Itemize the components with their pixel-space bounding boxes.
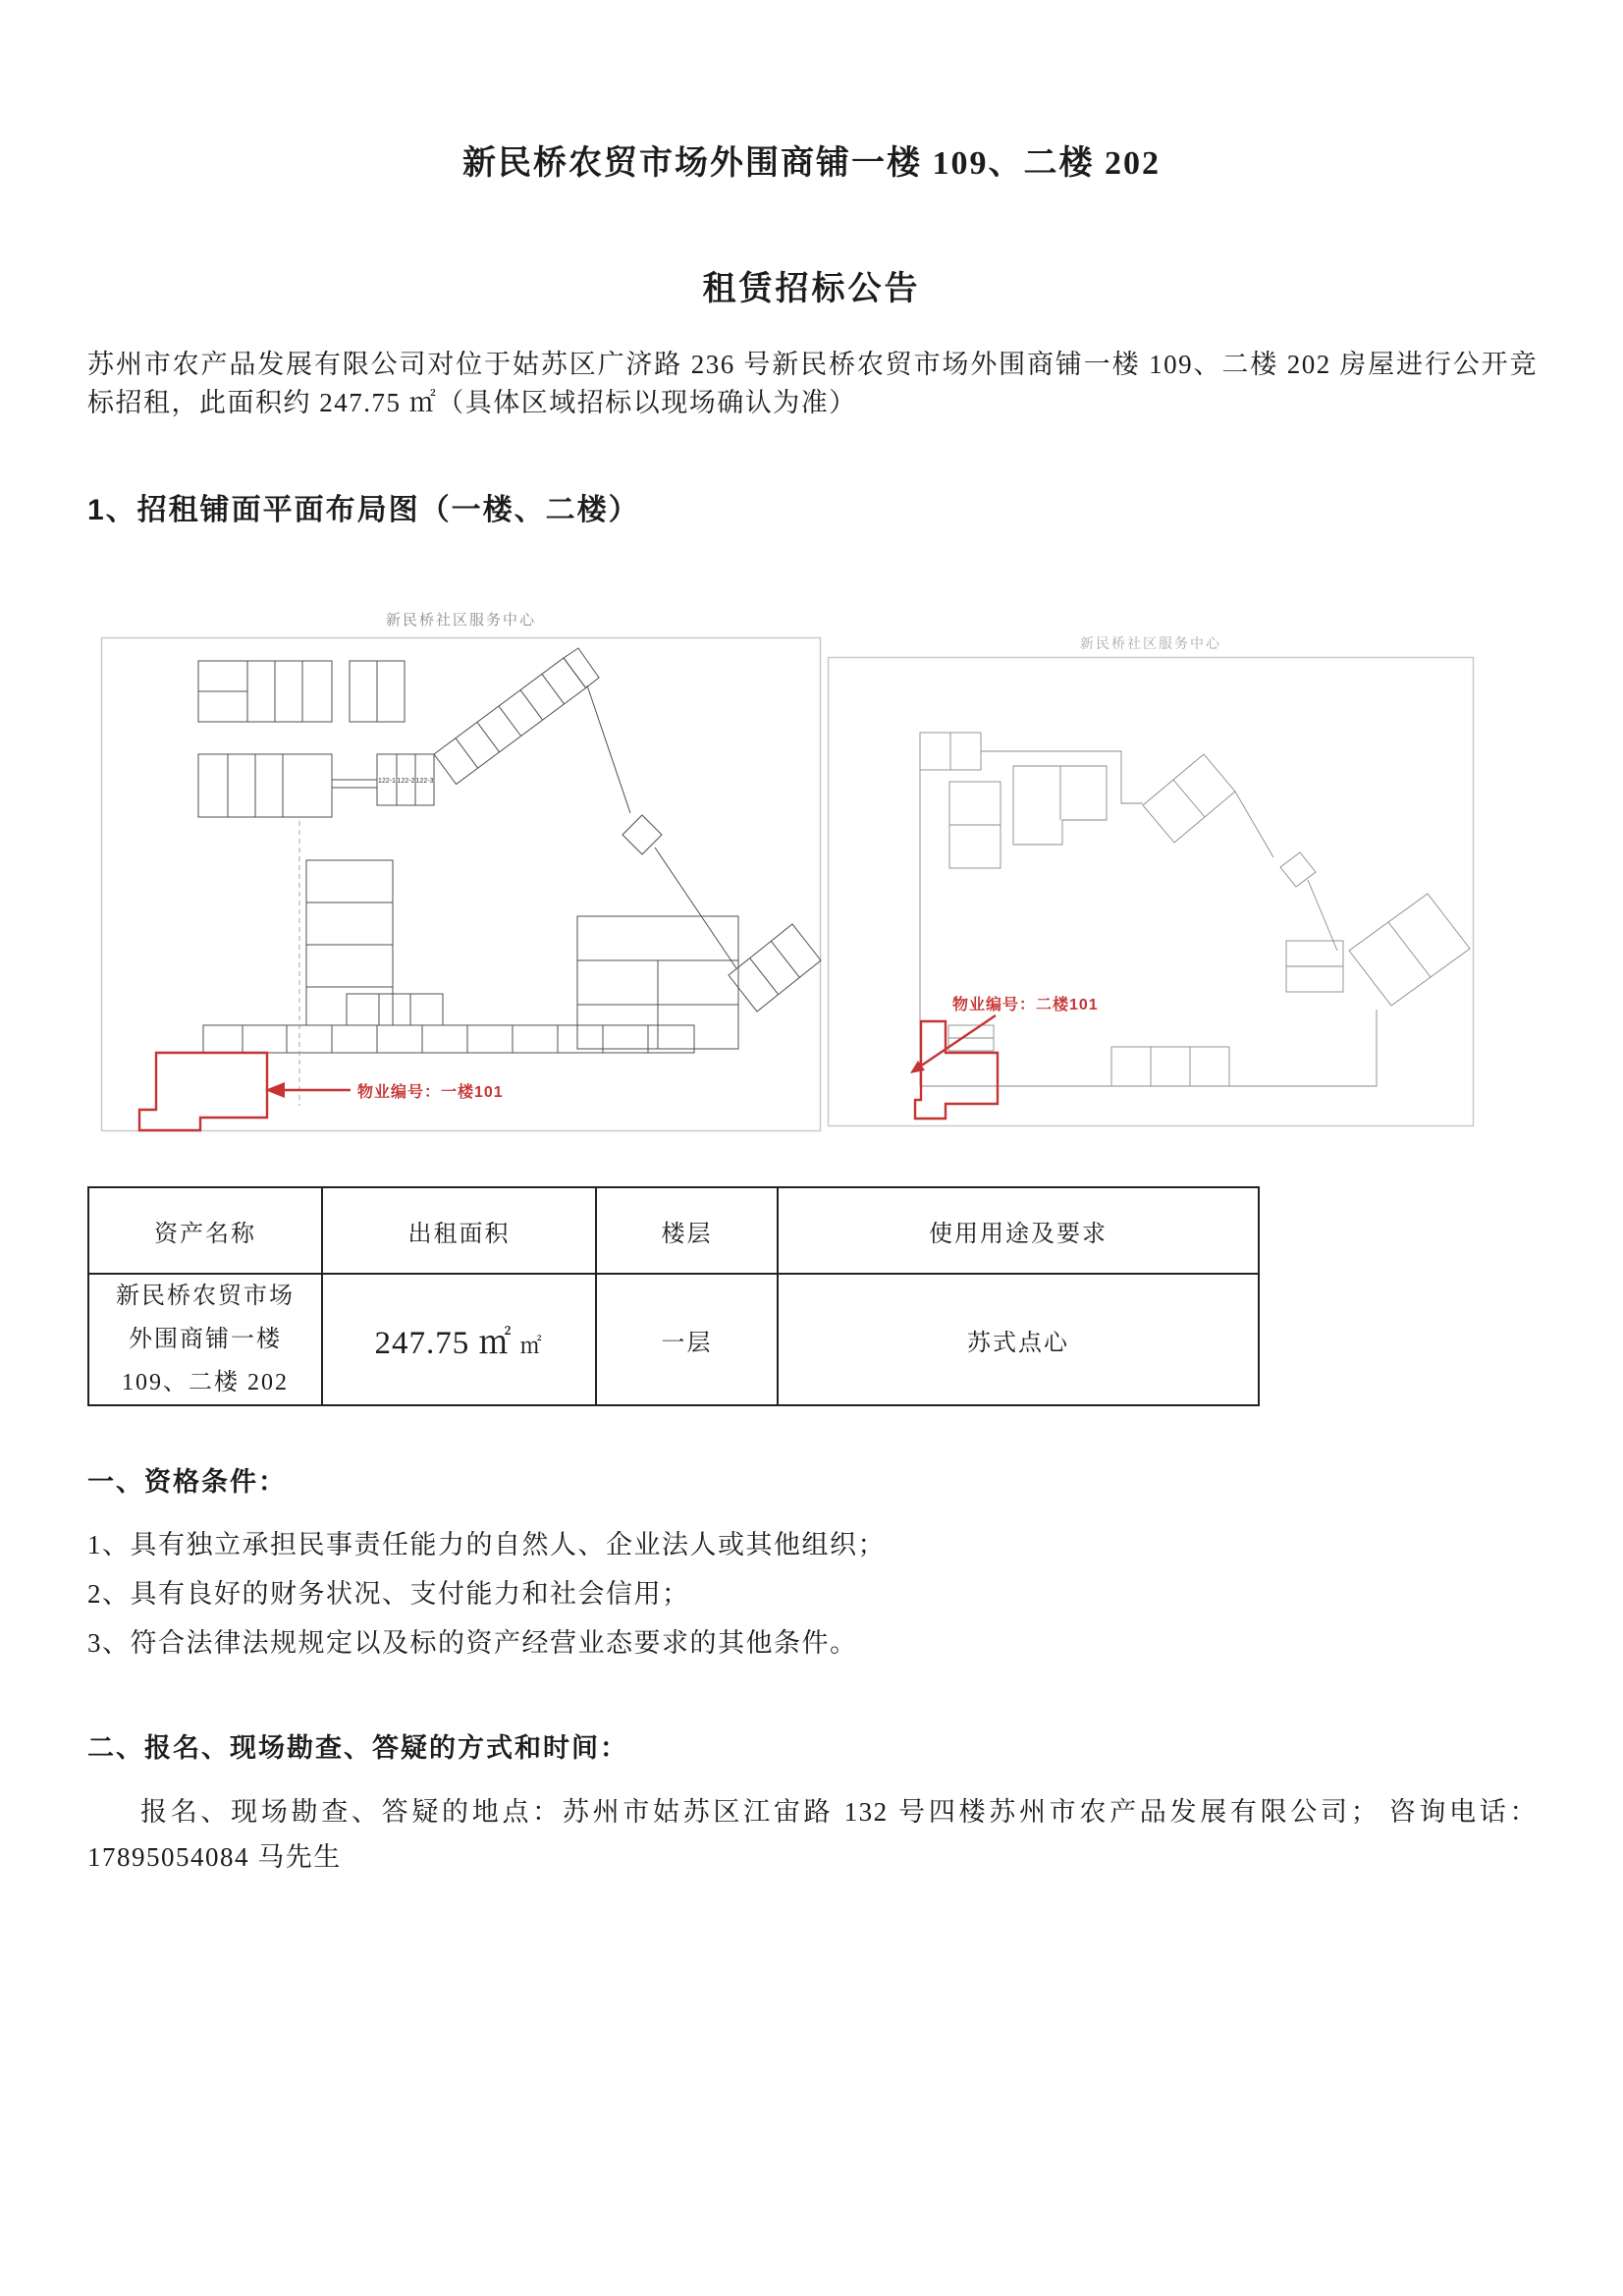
section1-heading: 1、招租铺面平面布局图（一楼、二楼）: [87, 494, 640, 526]
cell-floor: 一层: [596, 1274, 778, 1405]
area-value: 247.75 ㎡: [374, 1325, 513, 1361]
header-asset-name: 资产名称: [88, 1187, 322, 1274]
area-suffix: ㎡: [519, 1333, 544, 1358]
qualification-list: [87, 1520, 1538, 1667]
asset-name-line: 109、二楼 202: [122, 1370, 289, 1395]
registration-heading: 二、报名、现场勘查、答疑的方式和时间：: [87, 1733, 628, 1763]
header-usage: 使用用途及要求: [778, 1187, 1259, 1274]
table-header-row: [88, 1187, 1259, 1274]
qualification-heading: 一、资格条件：: [87, 1467, 287, 1497]
highlight-label: 物业编号：一楼101: [357, 1084, 504, 1101]
qualification-item: 3、符合法律法规规定以及标的资产经营业态要求的其他条件。: [87, 1628, 858, 1658]
plan-room-outlines: [198, 648, 821, 1053]
page-title: 新民桥农贸市场外围商铺一楼 109、二楼 202: [462, 145, 1161, 182]
asset-name-line: 新民桥农贸市场: [116, 1284, 295, 1309]
asset-name-line: 外围商铺一楼: [129, 1327, 282, 1352]
qualification-item: 1、具有独立承担民事责任能力的自然人、企业法人或其他组织；: [87, 1530, 886, 1559]
qualification-item: 2、具有良好的财务状况、支付能力和社会信用；: [87, 1579, 690, 1609]
arrow-icon: [910, 1061, 925, 1073]
floor-plan-first-caption: 新民桥社区服务中心: [385, 613, 536, 629]
registration-paragraph: 报名、现场勘查、答疑的地点：苏州市姑苏区江宙路 132 号四楼苏州市农产品发展有限公司； 咨询电话：17895054084 马先生: [87, 1797, 1538, 1872]
highlight-label: 物业编号：二楼101: [952, 997, 1099, 1013]
highlighted-unit-202: [910, 995, 1099, 1119]
header-rent-area: 出租面积: [322, 1187, 596, 1274]
table-row: [88, 1274, 1259, 1405]
floor-plan-second-floor: [827, 656, 1475, 1127]
intro-paragraph: 苏州市农产品发展有限公司对位于姑苏区广济路 236 号新民桥农贸市场外围商铺一楼 109、二楼 202 房屋进行公开竞标招租，此面积约 247.75 ㎡（具体区域招标以现场确认为准）: [87, 350, 1538, 417]
plan-room-outlines: [920, 733, 1470, 1086]
plan-room-number-labels: [378, 778, 434, 785]
svg-text:122-1: 122-1: [378, 778, 396, 785]
highlighted-unit-109: [139, 1053, 504, 1130]
page-subtitle: 租赁招标公告: [702, 270, 921, 307]
cell-asset-name: [88, 1274, 322, 1405]
floor-plan-second-caption: 新民桥社区服务中心: [1080, 637, 1221, 652]
asset-table: [87, 1186, 1260, 1406]
plan-scan-border: [102, 638, 821, 1131]
svg-text:122-3: 122-3: [415, 778, 434, 785]
svg-text:122-2: 122-2: [397, 778, 415, 785]
cell-usage: 苏式点心: [778, 1274, 1259, 1405]
floor-plan-first-floor: [100, 636, 822, 1132]
cell-rent-area: [322, 1274, 596, 1405]
header-floor: 楼层: [596, 1187, 778, 1274]
